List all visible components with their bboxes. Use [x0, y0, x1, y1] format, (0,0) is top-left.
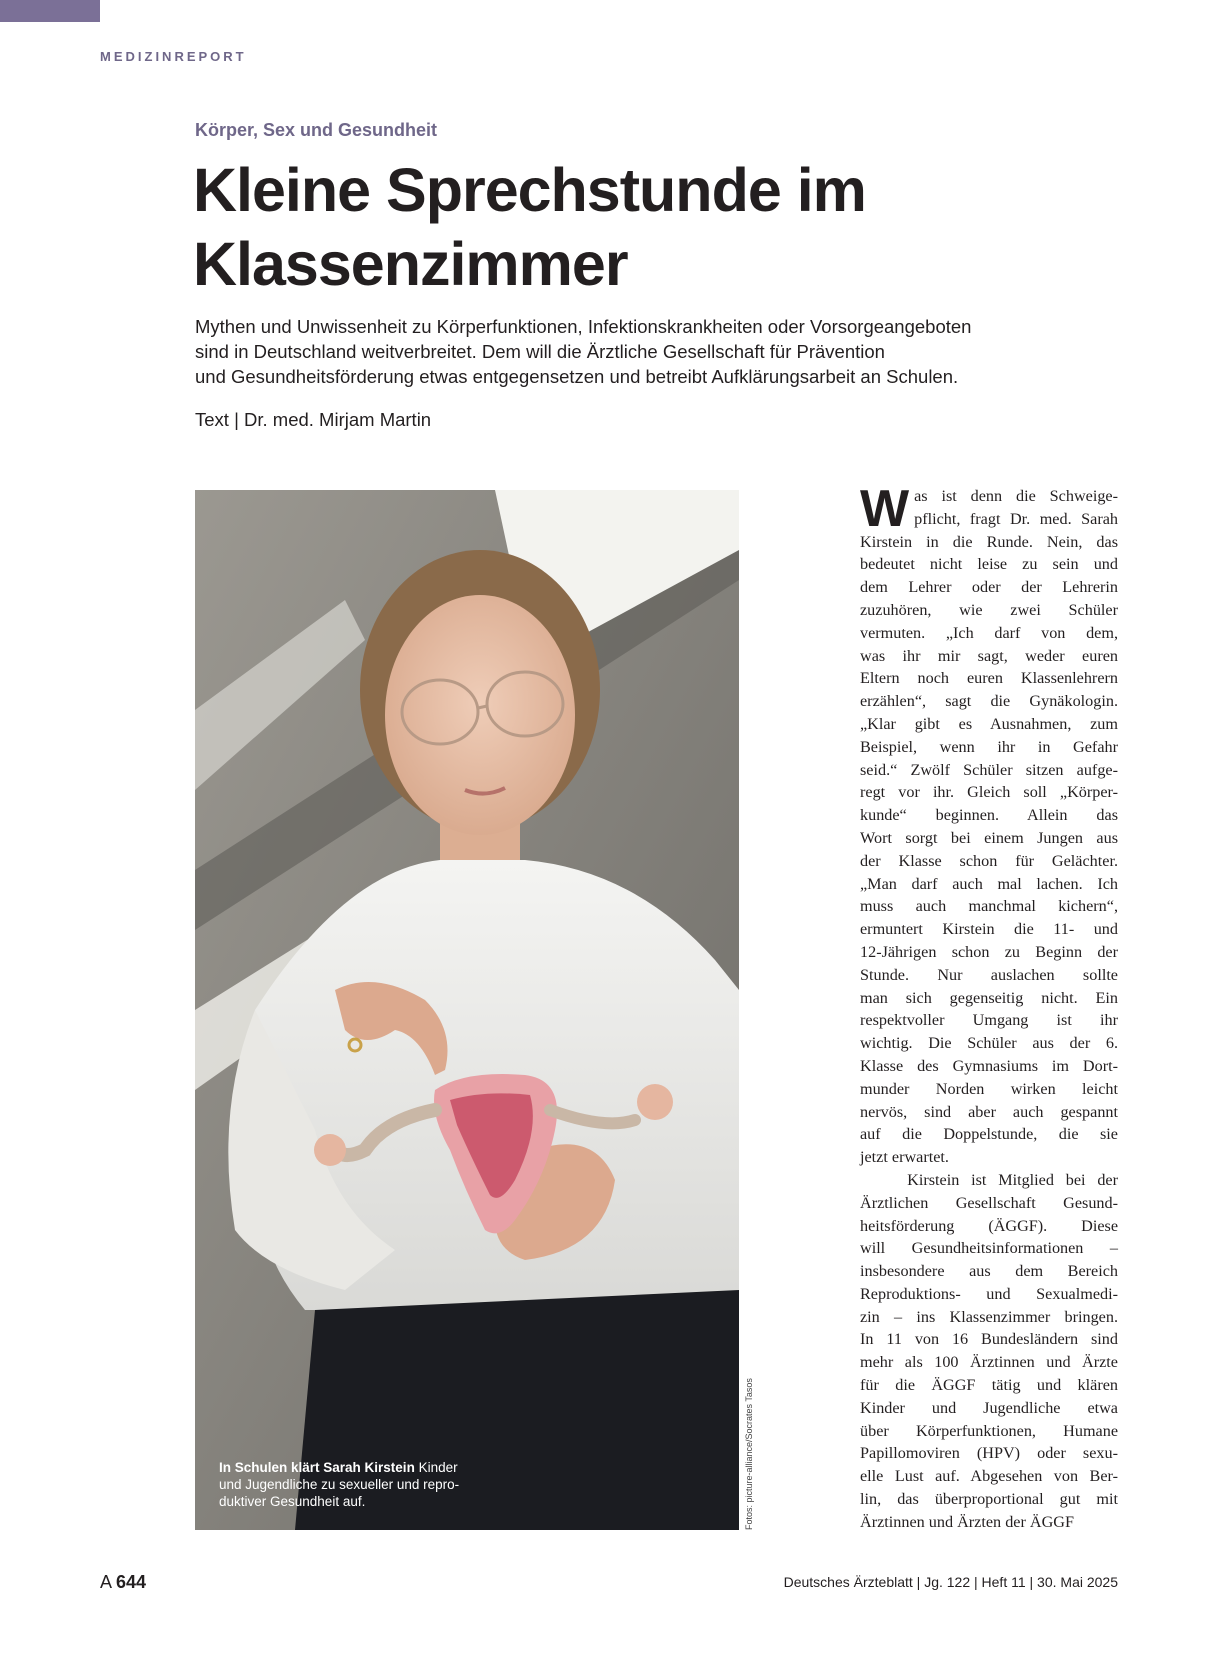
- publication-info: Deutsches Ärzteblatt | Jg. 122 | Heft 11 | 30. Mai 2025: [783, 1574, 1118, 1590]
- body-line: Kinder und Jugendliche etwa: [860, 1398, 1118, 1417]
- body-line: Papillomoviren (HPV) oder sexu-: [860, 1444, 1118, 1463]
- body-line: über Körperfunktionen, Humane: [860, 1421, 1118, 1440]
- body-line: Klasse des Gymnasiums im Dort-: [860, 1056, 1118, 1075]
- body-line: jetzt erwartet.: [860, 1148, 949, 1167]
- body-line: heitsförderung (ÄGGF). Diese: [860, 1216, 1118, 1235]
- body-line: Reproduktions- und Sexualmedi-: [860, 1284, 1118, 1303]
- body-line: Eltern noch euren Klassenlehrern: [860, 669, 1118, 688]
- body-line: lin, das überproportional gut mit: [860, 1490, 1118, 1509]
- body-line: vermuten. „Ich darf von dem,: [860, 623, 1118, 642]
- body-line: Kirstein in die Runde. Nein, das: [860, 532, 1118, 551]
- body-line: respektvoller Umgang ist ihr: [860, 1011, 1118, 1030]
- body-line: zuzuhören, wie zwei Schüler: [860, 600, 1118, 619]
- body-line: 12-Jährigen schon zu Beginn der: [860, 942, 1118, 961]
- body-line: man sich gegenseitig nicht. Ein: [860, 988, 1118, 1007]
- caption-bold: In Schulen klärt Sarah Kirstein: [219, 1460, 415, 1475]
- body-line: Wort sorgt bei einem Jungen aus: [860, 828, 1118, 847]
- article-kicker: Körper, Sex und Gesundheit: [195, 120, 438, 140]
- body-line: ermuntert Kirstein die 11- und: [860, 920, 1118, 939]
- body-line: mehr als 100 Ärztinnen und Ärzte: [860, 1353, 1118, 1372]
- photo-caption: [219, 1459, 479, 1510]
- body-line: Kirstein ist Mitglied bei der: [860, 1170, 1118, 1189]
- body-lines: [860, 480, 1118, 1534]
- drop-cap: W: [860, 480, 910, 538]
- body-line: auf die Doppelstunde, die sie: [860, 1125, 1118, 1144]
- body-line: elle Lust auf. Abgesehen von Ber-: [860, 1467, 1118, 1486]
- body-line: nervös, sind aber auch gespannt: [860, 1102, 1118, 1121]
- page-number: [100, 1572, 146, 1593]
- section-tab-marker: [0, 0, 100, 22]
- photo-illustration: [195, 490, 739, 1530]
- body-line: will Gesundheitsinformationen –: [860, 1239, 1118, 1258]
- body-line: munder Norden wirken leicht: [860, 1079, 1118, 1098]
- body-text-column: [860, 480, 1118, 1534]
- body-line: bedeutet nicht leise zu sein und: [860, 555, 1118, 574]
- body-line: insbesondere aus dem Bereich: [860, 1262, 1118, 1281]
- body-line: Ärztinnen und Ärzten der ÄGGF: [860, 1512, 1074, 1531]
- body-line: regt vor ihr. Gleich soll „Körper-: [860, 783, 1118, 802]
- body-line: seid.“ Zwölf Schüler sitzen aufge-: [860, 760, 1118, 779]
- body-line: „Man darf auch mal lachen. Ich: [860, 874, 1118, 893]
- body-line: as ist denn die Schweige-: [914, 487, 1118, 505]
- article-headline: Kleine Sprechstunde im Klassenzimmer: [193, 156, 866, 298]
- body-line: was ihr mir sagt, weder euren: [860, 646, 1118, 665]
- body-line: Stunde. Nur auslachen sollte: [860, 965, 1118, 984]
- body-line: pflicht, fragt Dr. med. Sarah: [914, 509, 1118, 528]
- body-line: In 11 von 16 Bundesländern sind: [860, 1330, 1118, 1349]
- body-line: für die ÄGGF tätig und klären: [860, 1376, 1118, 1395]
- body-line: kunde“ beginnen. Allein das: [860, 806, 1118, 825]
- body-line: zin – ins Klassenzimmer bringen.: [860, 1307, 1118, 1326]
- article-byline: Text | Dr. med. Mirjam Martin: [195, 409, 432, 430]
- section-label: MEDIZINREPORT: [100, 49, 247, 64]
- page-prefix: A: [100, 1572, 117, 1592]
- lead-line: und Gesundheitsförderung etwas entgegensetzen und betreibt Aufklärungsarbeit an Schulen.: [195, 366, 959, 387]
- body-line: erzählen“, sagt die Gynäkologin.: [860, 692, 1118, 711]
- body-line: Beispiel, wenn ihr in Gefahr: [860, 737, 1118, 756]
- body-line: wichtig. Die Schüler aus der 6.: [860, 1034, 1118, 1053]
- article-photo: [195, 490, 739, 1530]
- body-line: Ärztlichen Gesellschaft Gesund-: [860, 1193, 1118, 1212]
- body-line: muss auch manchmal kichern“,: [860, 897, 1118, 916]
- lead-line: sind in Deutschland weitverbreitet. Dem will die Ärztliche Gesellschaft für Prävention: [195, 341, 885, 362]
- page-number-value: 644: [116, 1572, 147, 1592]
- body-line: der Klasse schon für Gelächter.: [860, 851, 1118, 870]
- article-lead: [195, 314, 1075, 389]
- photo-credit: Fotos: picture-alliance/Socrates Tasos: [744, 1378, 754, 1530]
- caption-text: Kinder und Jugendliche zu sexueller und reproduktiver Gesundheit auf.: [219, 1460, 460, 1509]
- lead-line: Mythen und Unwissenheit zu Körperfunktionen, Infektionskrankheiten oder Vorsorgeangeboten: [195, 316, 972, 337]
- body-line: dem Lehrer oder der Lehrerin: [860, 578, 1118, 597]
- body-line: „Klar gibt es Ausnahmen, zum: [860, 714, 1118, 733]
